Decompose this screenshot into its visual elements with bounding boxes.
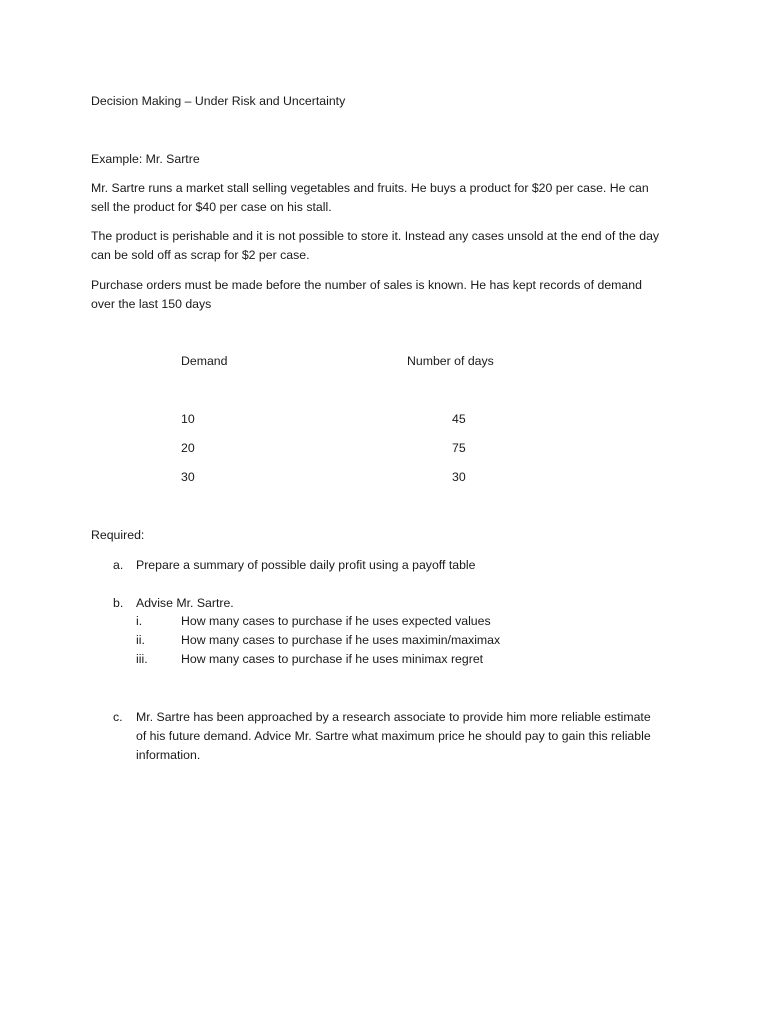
paragraph-line: Mr. Sartre runs a market stall selling vegetables and fruits. He buys a product for $20 per case. He can [91,181,649,195]
list-item-line: Mr. Sartre has been approached by a research associate to provide him more reliable estimate [136,710,651,724]
example-heading: Example: Mr. Sartre [91,152,200,166]
list-marker: c. [113,710,123,724]
table-cell-demand: 20 [181,441,195,455]
table-cell-demand: 30 [181,470,195,484]
paragraph-3 [91,276,681,314]
paragraph-line: over the last 150 days [91,297,212,311]
table-header-days: Number of days [407,354,494,368]
paragraph-line: Purchase orders must be made before the number of sales is known. He has kept records of demand [91,278,642,292]
table-cell-days: 45 [452,412,466,426]
sub-list-marker: i. [136,614,143,628]
list-item-line: information. [136,748,201,762]
list-item-line: of his future demand. Advice Mr. Sartre what maximum price he should pay to gain this reliable [136,729,651,743]
table-cell-days: 30 [452,470,466,484]
sub-list-marker: ii. [136,633,145,647]
sub-list-text: How many cases to purchase if he uses maximin/maximax [181,633,501,647]
list-item-text: Advise Mr. Sartre. [136,596,234,610]
list-item-text [136,708,651,765]
table-header-demand: Demand [181,354,228,368]
table-cell-days: 75 [452,441,466,455]
list-marker: a. [113,558,124,572]
paragraph-2 [91,227,681,265]
paragraph-line: can be sold off as scrap for $2 per case. [91,248,310,262]
table-cell-demand: 10 [181,412,195,426]
list-marker: b. [113,596,124,610]
paragraph-line: sell the product for $40 per case on his stall. [91,200,332,214]
paragraph-1 [91,179,681,217]
list-item-text: Prepare a summary of possible daily profit using a payoff table [136,558,476,572]
sub-list-marker: iii. [136,652,148,666]
sub-list-text: How many cases to purchase if he uses minimax regret [181,652,484,666]
document-title: Decision Making – Under Risk and Uncertainty [91,94,346,108]
required-label: Required: [91,528,145,542]
paragraph-line: The product is perishable and it is not possible to store it. Instead any cases unsold at the end of the day [91,229,660,243]
sub-list-text: How many cases to purchase if he uses expected values [181,614,491,628]
